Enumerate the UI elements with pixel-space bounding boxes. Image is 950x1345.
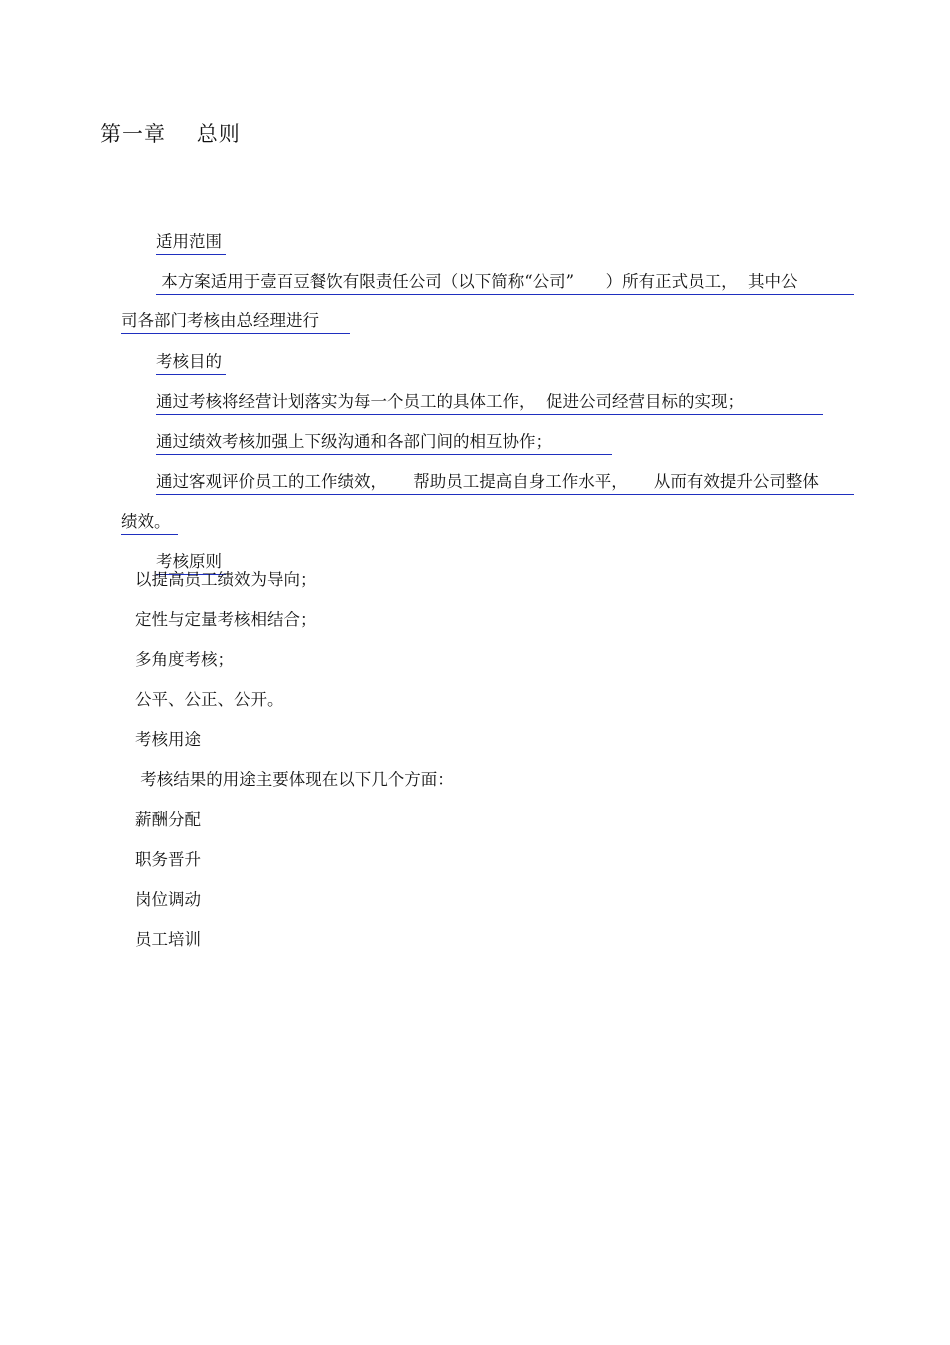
chapter-title: 第一章 总则	[100, 122, 241, 146]
principles-heading-text: 考核原则	[156, 551, 226, 575]
usage-heading: 考核用途	[135, 730, 201, 749]
purpose-item-2-text: 通过绩效考核加强上下级沟通和各部门间的相互协作；	[156, 431, 612, 455]
scope-text-line2-content: 司各部门考核由总经理进行	[121, 310, 350, 334]
purpose-item-3-line1	[135, 449, 854, 517]
principle-item: 多角度考核；	[135, 650, 234, 669]
purpose-item-1-text: 通过考核将经营计划落实为每一个员工的具体工作， 促进公司经营目标的实现；	[156, 391, 823, 415]
purpose-heading-text: 考核目的	[156, 351, 226, 375]
usage-item: 职务晋升	[135, 850, 201, 869]
usage-intro: 考核结果的用途主要体现在以下几个方面：	[135, 770, 454, 789]
usage-item: 岗位调动	[135, 890, 201, 909]
principle-item: 定性与定量考核相结合；	[135, 610, 317, 629]
scope-text-line1-content: 本方案适用于壹百豆餐饮有限责任公司（以下简称“公司” ）所有正式员工， 其中公	[156, 271, 854, 295]
principle-item: 以提高员工绩效为导向；	[135, 570, 317, 589]
principle-item: 公平、公正、公开。	[135, 690, 284, 709]
purpose-item-3-line2-text: 绩效。	[121, 511, 178, 535]
usage-item: 薪酬分配	[135, 810, 201, 829]
usage-item: 员工培训	[135, 930, 201, 949]
scope-heading-text: 适用范围	[156, 231, 226, 255]
purpose-item-3-line1-text: 通过客观评价员工的工作绩效， 帮助员工提高自身工作水平， 从而有效提升公司整体	[156, 471, 854, 495]
